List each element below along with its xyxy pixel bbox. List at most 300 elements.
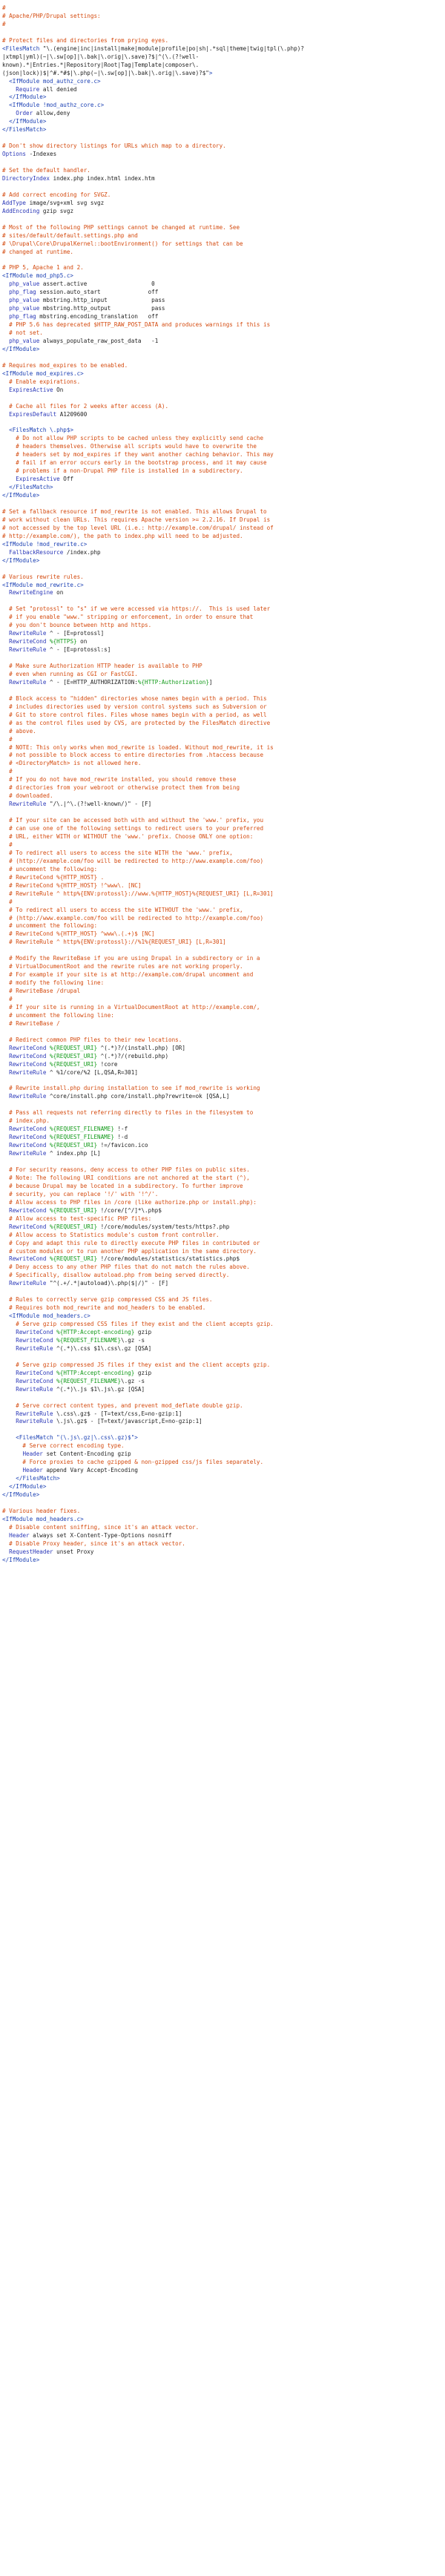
code-line (2, 1264, 445, 1272)
code-comment: # index.php. (2, 1117, 50, 1125)
code-comment: # (2, 841, 13, 848)
code-comment: # PHP 5.6 has deprecated $HTTP_RAW_POST_DATA and produces warnings if this is (2, 321, 271, 329)
code-comment: # not accessed by the top level URL (i.e.: http://example.com/drupal/ instead of (2, 524, 274, 531)
directive-keyword: RewriteRule (16, 1410, 53, 1417)
code-line (2, 866, 445, 874)
directive-keyword: RewriteRule (16, 1344, 53, 1352)
code-line (2, 760, 445, 768)
directive-keyword: ExpiresActive (9, 386, 53, 393)
code-line (2, 907, 445, 915)
code-text (2, 411, 9, 418)
code-comment: # (2, 996, 13, 1003)
code-line (2, 403, 445, 411)
code-line (2, 1134, 445, 1142)
directive-keyword: Header (22, 1450, 43, 1458)
code-line (2, 280, 445, 289)
code-line (2, 1272, 445, 1280)
code-line (2, 62, 445, 70)
code-line (2, 1378, 445, 1386)
code-line (2, 329, 445, 338)
code-comment: # URL, either WITH or WITHOUT the 'www.' prefix. Choose ONLY one option: (2, 832, 254, 840)
code-line (2, 525, 445, 533)
code-line (2, 86, 445, 94)
code-text (2, 679, 9, 686)
code-line (2, 744, 445, 752)
server-variable: %{REQUEST_URI} (50, 1044, 98, 1051)
code-text (2, 1312, 9, 1319)
directive-keyword: RewriteRule (16, 1385, 53, 1393)
code-text (2, 1467, 22, 1473)
code-line (2, 1548, 445, 1557)
code-comment: # Don't show directory listings for URLs which map to a directory. (2, 142, 226, 150)
code-line (2, 1321, 445, 1329)
code-line (2, 1353, 445, 1361)
code-text: image/svg+xml svg svgz (26, 199, 105, 206)
code-line (2, 809, 445, 817)
code-comment: # Allow access to Statistics module's custom front controller. (2, 1231, 220, 1238)
code-line (2, 427, 445, 435)
code-line (2, 1223, 445, 1232)
server-variable: %{REQUEST_FILENAME} (50, 1126, 114, 1133)
code-line (2, 53, 445, 62)
code-comment: # RewriteCond %{HTTP_HOST} . (2, 873, 105, 881)
code-text (2, 1093, 9, 1100)
code-line (2, 1475, 445, 1483)
directive-tag: </IfModule> (2, 1491, 40, 1499)
code-comment: # (2, 898, 13, 905)
code-line (2, 29, 445, 37)
code-line (2, 167, 445, 175)
code-text (2, 93, 9, 100)
directive-keyword: RewriteRule (9, 1068, 47, 1076)
code-text: gzip (134, 1329, 152, 1336)
code-line (2, 1516, 445, 1524)
code-line (2, 200, 445, 208)
code-line (2, 1166, 445, 1174)
code-line (2, 1418, 445, 1426)
directive-tag: </FilesMatch> (9, 484, 53, 491)
code-comment: # headers themselves. Otherwise all scripts would have to overwrite the (2, 443, 257, 450)
code-comment: # you don't bounce between http and https. (2, 622, 152, 629)
code-line (2, 37, 445, 45)
directive-keyword: php_flag (9, 289, 36, 296)
code-line (2, 1069, 445, 1077)
code-text (2, 1069, 9, 1076)
code-comment: # Serve correct encoding type. (2, 1442, 125, 1450)
code-line (2, 484, 445, 492)
code-text (2, 1142, 9, 1149)
directive-tag: <IfModule !mod_authz_core.c> (9, 102, 105, 109)
code-text: on (53, 589, 64, 597)
directive-keyword: php_flag (9, 313, 36, 321)
code-line (2, 882, 445, 890)
code-line (2, 1304, 445, 1312)
code-text (2, 1548, 9, 1555)
code-comment: # Redirect common PHP files to their new locations. (2, 1036, 182, 1043)
code-line (2, 988, 445, 996)
code-comment: # Rules to correctly serve gzip compressed CSS and JS files. (2, 1296, 213, 1304)
code-text (2, 1223, 9, 1230)
code-comment: # not possible to block access to entire directories from .htaccess because (2, 752, 264, 759)
server-variable: %{REQUEST_URI} (50, 1255, 98, 1263)
code-line (2, 654, 445, 663)
directive-keyword: RewriteRule (9, 630, 47, 637)
code-line (2, 256, 445, 264)
code-line (2, 817, 445, 825)
code-line (2, 387, 445, 395)
code-text (2, 484, 9, 490)
code-comment: # Protect files and directories from prying eyes. (2, 36, 169, 44)
code-line (2, 191, 445, 200)
code-line (2, 1053, 445, 1061)
code-text (2, 1126, 9, 1132)
code-comment: # If you do not have mod_rewrite installed, you should remove these (2, 776, 237, 783)
code-line (2, 1361, 445, 1370)
code-line (2, 825, 445, 833)
code-comment: # Serve gzip compressed JS files if they exist and the client accepts gzip. (2, 1361, 271, 1368)
code-text (2, 338, 9, 344)
code-line (2, 1158, 445, 1166)
directive-keyword: RewriteCond (9, 1060, 47, 1068)
code-line (2, 264, 445, 272)
code-line (2, 874, 445, 882)
code-comment: # \Drupal\Core\DrupalKernel::bootEnvironment() for settings that can be (2, 240, 243, 247)
server-variable: %{REQUEST_URI} (50, 1060, 98, 1068)
code-comment: # Set "protossl" to "s" if we were accessed via https://. This is used later (2, 605, 271, 613)
code-line (2, 1077, 445, 1085)
code-comment: # RewriteBase / (2, 1019, 60, 1027)
code-line (2, 451, 445, 459)
directive-keyword: Order (16, 110, 33, 117)
code-line (2, 1345, 445, 1353)
server-variable: %{HTTP:Authorization} (137, 678, 209, 686)
code-line (2, 272, 445, 280)
code-line (2, 13, 445, 21)
code-comment: # Pass all requests not referring directly to files in the filesystem to (2, 1109, 254, 1117)
code-text (2, 1475, 16, 1482)
code-comment: # Modify the RewriteBase if you are using Drupal in a subdirectory or in a (2, 955, 260, 962)
code-line (2, 630, 445, 638)
code-line (2, 378, 445, 387)
code-comment: # Add correct encoding for SVGZ. (2, 191, 111, 198)
code-text (2, 1410, 16, 1417)
code-line (2, 671, 445, 679)
code-line (2, 370, 445, 378)
code-text: ] (208, 678, 213, 686)
code-comment: # Force proxies to cache gzipped & non-gzipped css/js files separately. (2, 1459, 264, 1466)
code-text: ^core/install.php core/install.php?rewrite=ok [QSA,L] (46, 1093, 230, 1100)
code-line (2, 858, 445, 866)
code-line (2, 110, 445, 118)
directive-keyword: RewriteCond (16, 1377, 53, 1384)
code-comment: # RewriteRule ^ http%{ENV:protossl}://%1%{REQUEST_URI} [L,R=301] (2, 939, 226, 946)
code-text (2, 1345, 16, 1352)
code-line (2, 118, 445, 126)
code-line (2, 663, 445, 671)
code-comment: # even when running as CGI or FastCGI. (2, 670, 138, 677)
code-comment: # (http://www.example.com/foo will be redirected to http://example.com/foo) (2, 914, 264, 921)
directive-keyword: DirectoryIndex (2, 174, 50, 182)
code-text: |xtmpl|yml)(~|\.sw[op]|\.bak|\.orig|\.save)?$|^(\.(?!well- (2, 53, 200, 60)
code-line (2, 1394, 445, 1402)
code-line (2, 21, 445, 29)
code-line (2, 784, 445, 792)
code-line (2, 1126, 445, 1134)
server-variable: %{REQUEST_FILENAME} (56, 1336, 122, 1344)
directive-tag: </IfModule> (2, 345, 40, 352)
code-line (2, 1499, 445, 1508)
code-line (2, 346, 445, 354)
code-text: On (53, 386, 64, 393)
code-comment: # Apache/PHP/Drupal settings: (2, 12, 101, 19)
code-text (2, 86, 16, 93)
code-text (2, 1483, 9, 1490)
code-comment: # NOTE: This only works when mod_rewrite is loaded. Without mod_rewrite, it is (2, 743, 274, 751)
directive-keyword: Header (9, 1531, 30, 1539)
code-line (2, 1117, 445, 1126)
code-line (2, 183, 445, 191)
code-comment: # To redirect all users to access the site WITHOUT the 'www.' prefix, (2, 906, 243, 913)
code-line (2, 1142, 445, 1150)
server-variable: %{REQUEST_FILENAME} (56, 1377, 122, 1384)
code-text: !/core/modules/system/tests/https?.php (97, 1223, 230, 1230)
code-comment: # headers set by mod_expires if they want another caching behavior. This may (2, 451, 274, 459)
code-line (2, 151, 445, 159)
code-comment: # uncomment the following line: (2, 1011, 114, 1019)
code-line (2, 728, 445, 736)
directive-keyword: RewriteCond (9, 638, 47, 645)
server-variable: %{REQUEST_FILENAME} (50, 1134, 114, 1141)
code-line (2, 614, 445, 622)
code-text (2, 110, 16, 116)
code-line (2, 289, 445, 297)
code-comment: # Specifically, disallow autoload.php from being served directly. (2, 1272, 230, 1279)
code-line (2, 1532, 445, 1540)
code-line (2, 508, 445, 516)
code-line (2, 930, 445, 939)
directive-tag: <FilesMatch \.php$> (9, 427, 74, 434)
code-line (2, 971, 445, 979)
code-text: append Vary Accept-Encoding (42, 1467, 138, 1474)
code-comment: # Various header fixes. (2, 1507, 81, 1514)
code-text: "/\.|^\.(?!well-known/)" - [F] (46, 801, 152, 808)
code-comment: # If your site is running in a VirtualDocumentRoot at http://example.com/, (2, 1003, 260, 1011)
code-line (2, 1109, 445, 1117)
code-line (2, 305, 445, 313)
code-line (2, 638, 445, 646)
code-line (2, 70, 445, 78)
directive-keyword: php_value (9, 337, 40, 344)
code-text: !/core/modules/statistics/statistics.php$ (97, 1255, 240, 1263)
code-line (2, 1150, 445, 1158)
directive-keyword: Header (22, 1467, 43, 1474)
code-line (2, 1483, 445, 1491)
code-comment: # Copy and adapt this rule to directly execute PHP files in contributed or (2, 1239, 260, 1246)
code-line (2, 898, 445, 907)
directive-keyword: RewriteCond (9, 1052, 47, 1059)
code-text: index.php index.html index.htm (50, 174, 155, 182)
code-text (2, 630, 9, 637)
code-text: \.css\.gz$ - [T=text/css,E=no-gzip:1] (53, 1410, 182, 1417)
directive-keyword: RewriteRule (16, 1418, 53, 1425)
code-line (2, 549, 445, 557)
server-variable: %{HTTPS} (50, 638, 77, 645)
code-line (2, 752, 445, 760)
code-text: mbstring.encoding_translation off (36, 313, 159, 321)
code-text: mbstring.http_input pass (39, 297, 165, 304)
code-line (2, 1232, 445, 1240)
directive-tag: <IfModule mod_authz_core.c> (9, 77, 101, 85)
code-text (2, 1207, 9, 1214)
code-comment: # (http://example.com/foo will be redirected to http://www.example.com/foo) (2, 857, 264, 864)
code-line (2, 467, 445, 476)
code-line (2, 1386, 445, 1394)
directive-keyword: AddType (2, 199, 27, 206)
code-comment: # RewriteBase /drupal (2, 988, 81, 995)
code-comment: # fail if an error occurs early in the bootstrap process, and it may cause (2, 459, 267, 467)
code-line (2, 240, 445, 249)
code-line (2, 216, 445, 224)
code-comment: # (2, 20, 6, 27)
directive-keyword: RewriteCond (9, 1255, 47, 1263)
directive-tag: <IfModule mod_rewrite.c> (2, 581, 84, 588)
code-line (2, 979, 445, 988)
code-line (2, 582, 445, 590)
code-line (2, 338, 445, 346)
code-comment: # For security reasons, deny access to other PHP files on public sites. (2, 1166, 250, 1173)
code-comment: # Make sure Authorization HTTP header is available to PHP (2, 663, 202, 669)
directive-keyword: Options (2, 151, 27, 158)
code-comment: # changed at runtime. (2, 248, 74, 255)
code-text (2, 1061, 9, 1068)
code-text (2, 1329, 16, 1335)
code-line (2, 362, 445, 370)
code-line (2, 1280, 445, 1288)
code-text: \.gz -s (121, 1377, 145, 1384)
code-text (2, 1450, 22, 1457)
code-line (2, 1215, 445, 1223)
directive-keyword: RewriteCond (9, 1223, 47, 1230)
code-line (2, 1442, 445, 1450)
directive-keyword: RequestHeader (9, 1548, 53, 1555)
code-comment: # modify the following line: (2, 979, 105, 987)
code-line (2, 1240, 445, 1248)
code-comment: # (2, 768, 13, 775)
directive-tag: > (208, 69, 213, 76)
code-comment: # Disable content sniffing, since it's an attack vector. (2, 1523, 200, 1531)
code-text (2, 1150, 9, 1157)
code-text: always set X-Content-Type-Options nosniff (29, 1531, 172, 1539)
code-line (2, 224, 445, 232)
code-line (2, 1337, 445, 1345)
code-text: ^ - [E=protossl] (46, 630, 105, 637)
code-line (2, 1085, 445, 1093)
code-line (2, 126, 445, 134)
code-line (2, 1061, 445, 1069)
code-text (2, 118, 9, 125)
code-comment: # directories from your webroot or otherwise protect them from being (2, 784, 240, 792)
code-comment: # Do not allow PHP scripts to be cached unless they explicitly send cache (2, 435, 264, 442)
code-comment: # Rewrite install.php during installation to see if mod_rewrite is working (2, 1085, 260, 1092)
code-text (2, 1280, 9, 1287)
code-text: \.gz -s (121, 1336, 145, 1344)
code-line (2, 565, 445, 574)
directive-keyword: RewriteCond (9, 1126, 47, 1133)
code-line (2, 1199, 445, 1207)
code-line (2, 1183, 445, 1191)
code-text: ^ index.php [L] (46, 1150, 101, 1157)
directive-keyword: RewriteRule (9, 1150, 47, 1157)
code-comment: # can use one of the following settings to redirect users to your preferred (2, 825, 264, 832)
code-line (2, 418, 445, 427)
code-text: ^(.*)?/(install.php) [OR] (97, 1044, 185, 1051)
code-line (2, 850, 445, 858)
code-line (2, 1028, 445, 1036)
code-comment: # downloaded. (2, 792, 53, 800)
code-comment: # as the control files used by CVS, are protected by the FilesMatch directive (2, 719, 271, 726)
code-text: gzip svgz (39, 207, 74, 214)
server-variable: %{REQUEST_URI} (50, 1052, 98, 1059)
code-text (2, 638, 9, 645)
code-line (2, 1557, 445, 1565)
code-line (2, 1296, 445, 1304)
code-text: "\.(engine|inc|install|make|module|profile|po|sh|.*sql|theme|twig|tpl(\.php)? (42, 45, 304, 52)
code-line (2, 1288, 445, 1296)
code-line (2, 1191, 445, 1199)
code-comment: # (2, 735, 13, 743)
code-comment: # work without clean URLs. This requires Apache version >= 2.2.16. If Drupal is (2, 516, 271, 523)
code-comment: # Requires both mod_rewrite and mod_headers to be enabled. (2, 1304, 206, 1312)
code-text: known).*|Entries.*|Repository|Root|Tag|Template|composer\. (2, 61, 200, 68)
code-text (2, 102, 9, 108)
code-line (2, 1004, 445, 1012)
code-line (2, 93, 445, 102)
code-text: unset Proxy (53, 1548, 94, 1555)
directive-keyword: RewriteCond (9, 1134, 47, 1141)
directive-keyword: RewriteRule (9, 646, 47, 654)
code-line (2, 78, 445, 86)
code-text: !/core/[^/]*\.php$ (97, 1206, 162, 1214)
code-line (2, 500, 445, 508)
server-variable: %{REQUEST_URI} (50, 1223, 98, 1230)
code-comment: # Git to store control files. Files whose names begin with a period, as well (2, 711, 267, 718)
code-text (2, 387, 9, 393)
server-variable: %{HTTP:Accept-encoding} (56, 1329, 135, 1336)
code-line (2, 841, 445, 850)
code-line (2, 533, 445, 541)
directive-keyword: php_value (9, 280, 40, 288)
code-line (2, 605, 445, 614)
code-text: (json|lock))$|^#.*#$|\.php(~|\.sw[op]|\.bak|\.orig|\.save)?$" (2, 69, 209, 76)
code-comment: # Block access to "hidden" directories whose names begin with a period. This (2, 694, 267, 702)
code-line (2, 801, 445, 809)
code-line (2, 102, 445, 110)
code-text (2, 1370, 16, 1376)
directive-keyword: php_value (9, 305, 40, 312)
code-text: ^ %1/core/%2 [L,QSA,R=301] (46, 1068, 138, 1076)
code-line (2, 720, 445, 728)
code-line (2, 395, 445, 403)
code-comment: # RewriteRule ^ http%{ENV:protossl}://www.%{HTTP_HOST}%{REQUEST_URI} [L,R=301] (2, 890, 274, 897)
code-text (2, 280, 9, 287)
directive-keyword: php_value (9, 297, 40, 304)
code-comment: # RewriteCond %{HTTP_HOST} ^www\.(.+)$ [NC] (2, 930, 155, 938)
code-line (2, 4, 445, 13)
code-line (2, 142, 445, 151)
code-text (2, 646, 9, 653)
code-line (2, 459, 445, 467)
directive-keyword: RewriteRule (9, 1093, 47, 1100)
